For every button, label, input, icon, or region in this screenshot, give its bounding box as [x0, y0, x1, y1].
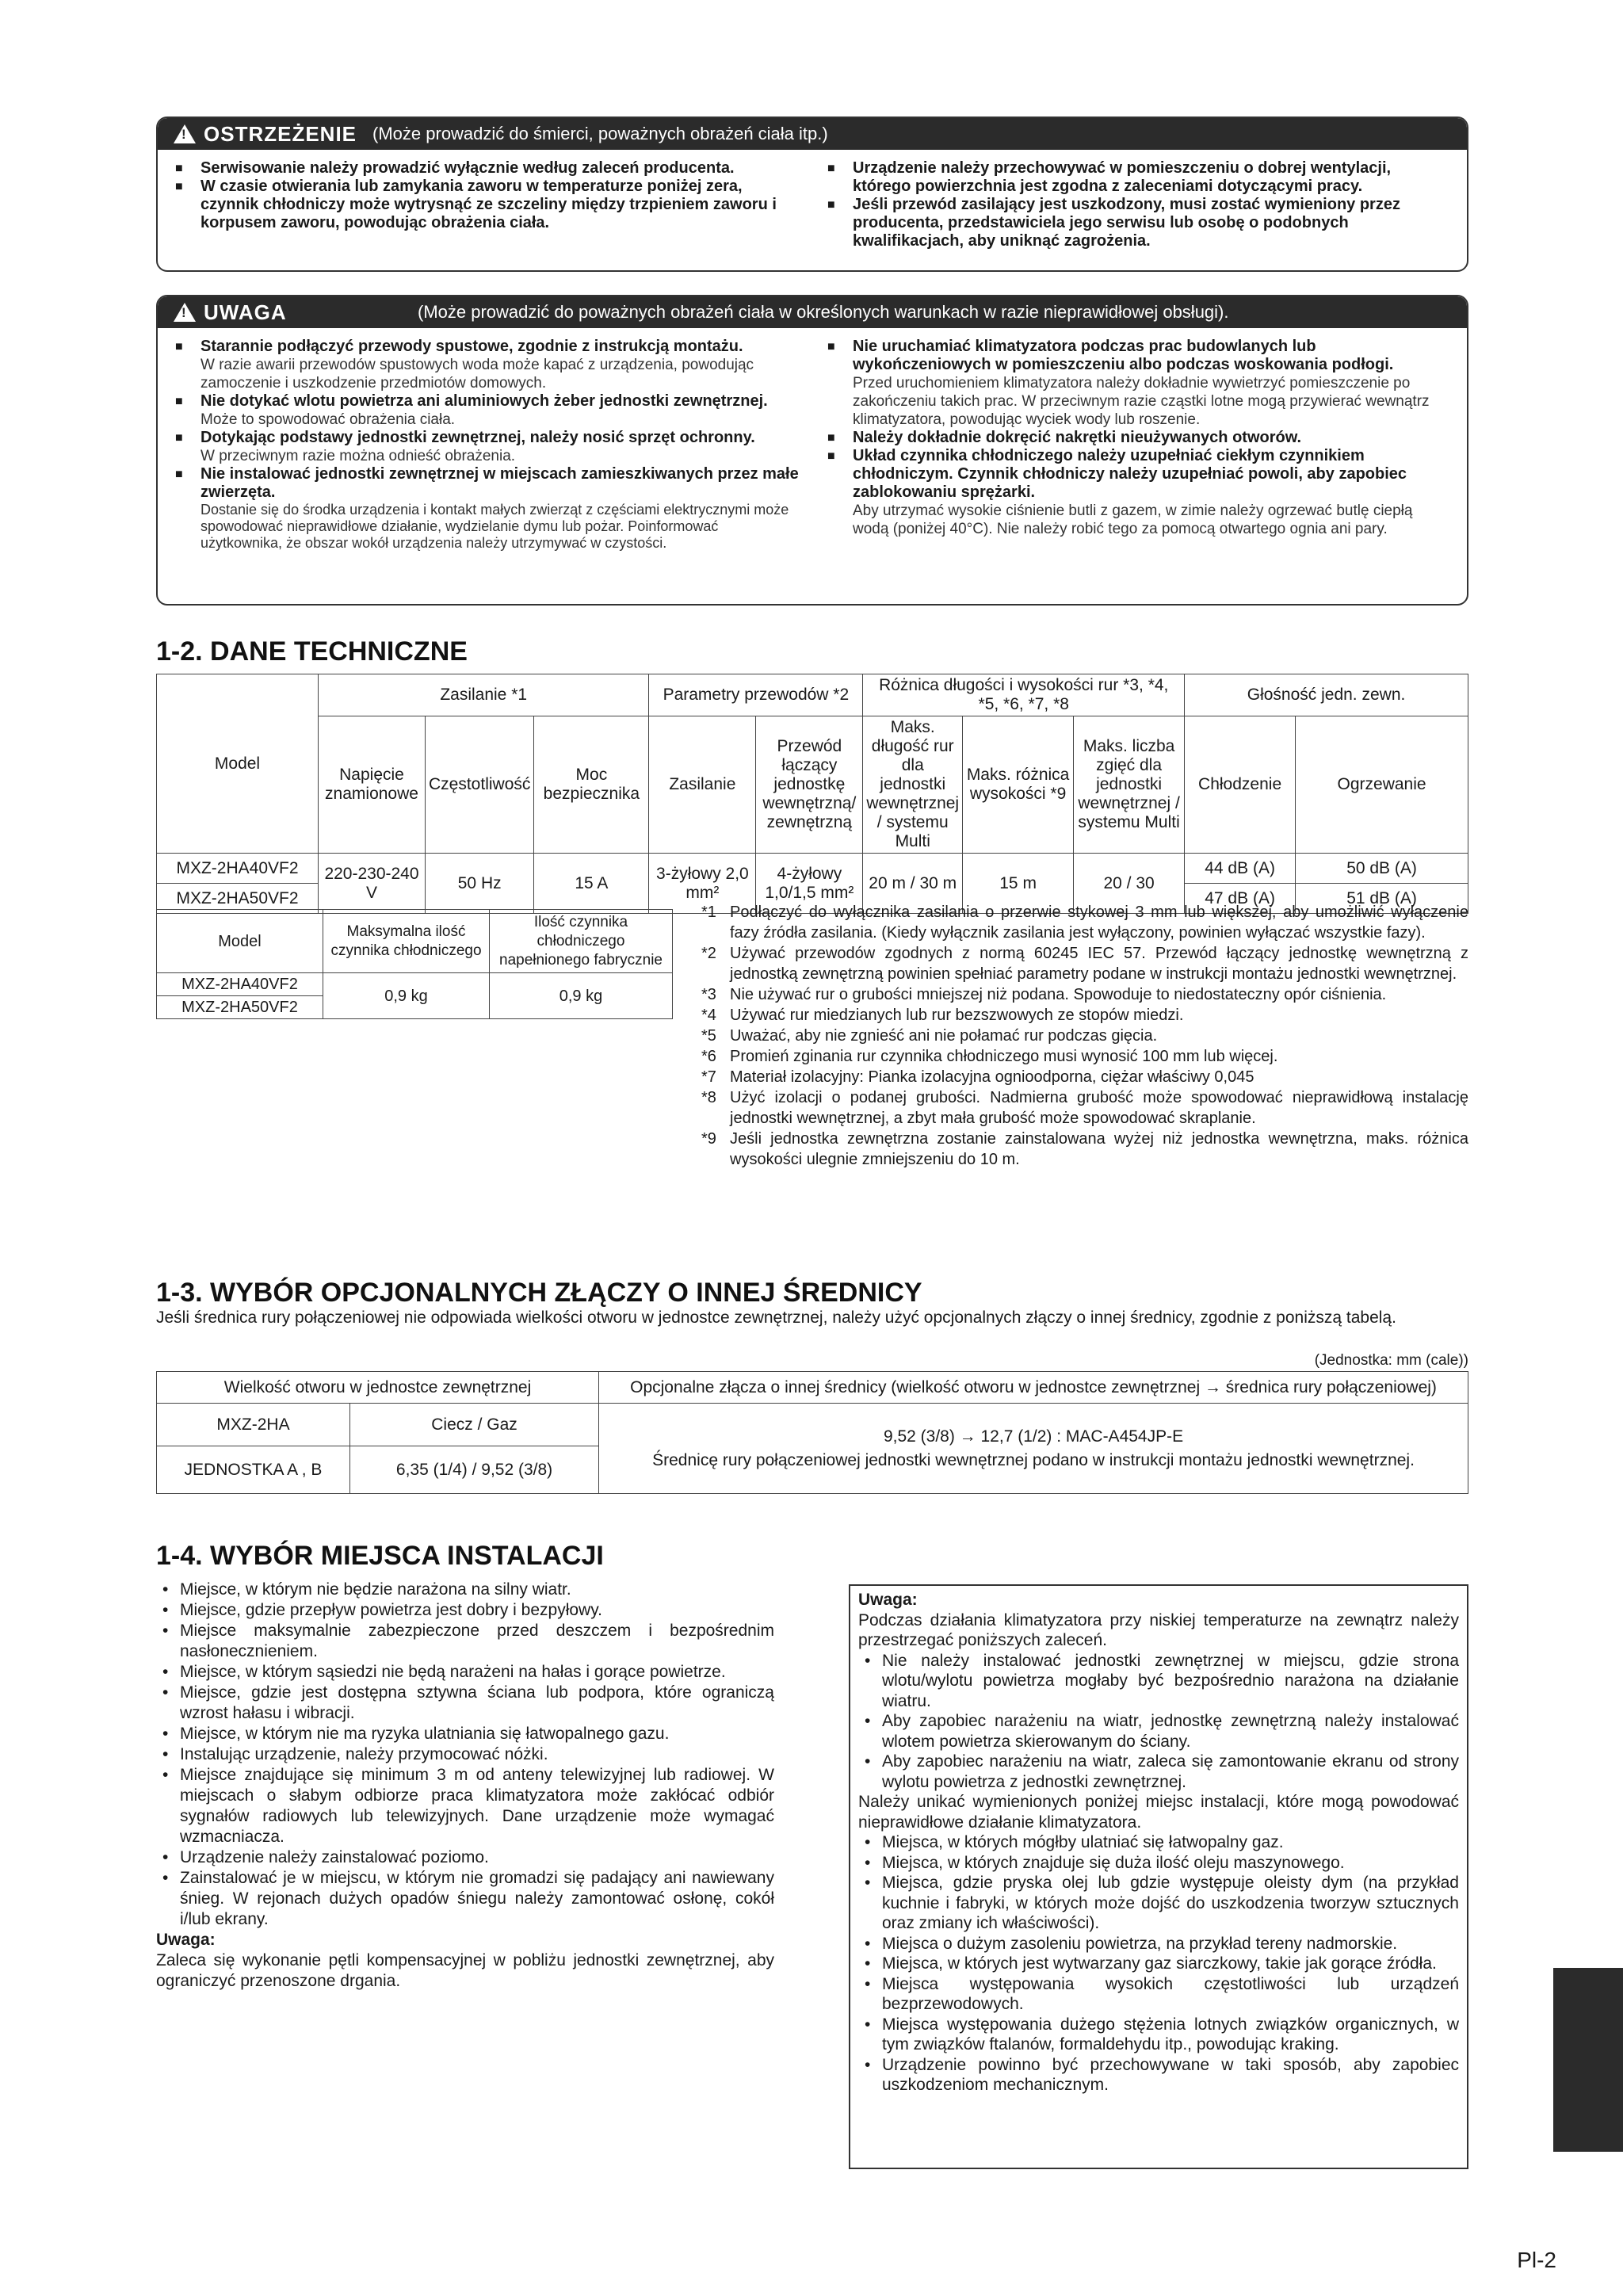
caution-header — [158, 296, 1467, 328]
list-item: • Miejsce, gdzie jest dostępna sztywna ściana lub podpora, które ograniczą wzrost hałasu i wibracji. — [156, 1683, 774, 1724]
list-item: • Miejsce, w którym sąsiedzi nie będą narażeni na hałas i gorące powietrze. — [156, 1662, 774, 1683]
caution-icon — [174, 303, 196, 322]
list-item: • Aby zapobiec narażeniu na wiatr, jednostkę zewnętrzną należy instalować wlotem powietrza skierowanym do ściany. — [858, 1711, 1459, 1752]
caution-item: ■ Dotykając podstawy jednostki zewnętrznej, należy nosić sprzęt ochronny. W przeciwnym razie można odnieść obrażenia. — [172, 429, 800, 465]
footnote: *2 Używać przewodów zgodnych z normą 60245 IEC 57. Przewód łączący jednostkę wewnętrzną z jednostką zewnętrzną powinien spełniać parametry podane w instrukcji montażu jednostki wewnętrznej. — [701, 945, 1468, 983]
caution-box — [156, 295, 1468, 606]
footnotes — [701, 902, 1468, 1170]
footnote: *4 Używać rur miedzianych lub rur bezszwowych ze stopów miedzi. — [701, 1007, 1184, 1024]
sec13-unit: (Jednostka: mm (cale)) — [1314, 1352, 1468, 1369]
th-chlodzenie: Chłodzenie — [1185, 716, 1296, 854]
sec14-left — [156, 1580, 774, 1992]
th-otwor: Wielkość otworu w jednostce zewnętrznej — [157, 1372, 599, 1404]
list-item: • Miejsca, gdzie pryska olej lub gdzie występuje oleisty dym (na przykład kuchnie i fabryki, w których może dojść do uszkodzenia tworzyw sztucznych oraz zmiany ich właściwości). — [858, 1873, 1459, 1934]
list-item: • Zainstalować je w miejscu, w którym nie gromadzi się padający ani nawiewany śnieg. W rejonach dużych opadów śniegu należy zamontować osłonę, cokół i/lub ekrany. — [156, 1868, 774, 1930]
tech-table — [156, 674, 1468, 914]
th-maks-ilosc: Maksymalna ilość czynnika chłodniczego — [323, 910, 490, 973]
warning-icon — [174, 124, 196, 143]
opt-line-1: 9,52 (3/8) → 12,7 (1/2) : MAC-A454JP-E — [883, 1427, 1184, 1446]
th-zasilanie: Zasilanie *1 — [319, 674, 649, 716]
th-model2: Model — [157, 910, 323, 973]
list-item: • Miejsce, gdzie przepływ powietrza jest dobry i bezpyłowy. — [156, 1600, 774, 1621]
list-item: • Nie należy instalować jednostki zewnętrznej w miejscu, gdzie strona wlotu/wylotu powietrza mogłaby być bezpośrednio narażona na działanie wiatru. — [858, 1651, 1459, 1712]
cell-dl: 20 m / 30 m — [863, 854, 963, 914]
uwaga-text: Zaleca się wykonanie pętli kompensacyjnej w pobliżu jednostki zewnętrznej, aby ograniczyć przenoszone drgania. — [156, 1951, 774, 1990]
cell-a: 15 A — [534, 854, 649, 914]
refrigerant-table — [156, 909, 673, 1019]
th-czestotliwosc: Częstotliwość — [426, 716, 534, 854]
list-item: • Miejsca występowania dużego stężenia lotnych związków organicznych, w tym związków ftalanów, formaldehydu itp., powodując kraking. — [858, 2015, 1459, 2055]
cell-mxz: MXZ-2HA — [157, 1404, 350, 1446]
list-item: • Miejsce maksymalnie zabezpieczone przed deszczem i bezpośrednim nasłonecznieniem. — [156, 1621, 774, 1662]
caution-item: ■ Starannie podłączyć przewody spustowe, zgodnie z instrukcją montażu. W razie awarii przewodów spustowych woda może kapać z urządzenia, powodując zamoczenie i uszkodzenie przedmiotów domowych. — [172, 338, 800, 392]
warning-header — [158, 118, 1467, 150]
caution-item: ■ Nie dotykać wlotu powietrza ani aluminiowych żeber jednostki zewnętrznej. Może to spowodować obrażenia ciała. — [172, 392, 800, 429]
list-item: • Miejsca, w których mógłby ulatniać się łatwopalny gaz. — [858, 1832, 1459, 1853]
cell-jednostka: JEDNOSTKA A , B — [157, 1446, 350, 1494]
cell-zg: 20 / 30 — [1074, 854, 1185, 914]
th-przewod: Przewód łączący jednostkę wewnętrzną/ zewnętrzną — [756, 716, 863, 854]
caution-item: ■ Nie instalować jednostki zewnętrznej w miejscach zamieszkiwanych przez małe zwierzęta. Dostanie się do środka urządzenia i kontakt małych zwierząt z częściami elektrycznymi może spowodować nieprawidłowe działanie, wydzielanie dymu lub pożar. Poinformować użytkownika, że obszar wokół urządzenia należy utrzymywać w czystości. — [172, 465, 800, 552]
warning-item: ■ Jeśli przewód zasilający jest uszkodzony, musi zostać wymieniony przez producenta, przedstawiciela jego serwisu lub osobę o podobnych kwalifikacjach, aby uniknąć zagrożenia. — [824, 196, 1453, 250]
footnote: *5 Uważać, aby nie zgnieść ani nie połamać rur podczas gięcia. — [701, 1027, 1158, 1045]
th-maks-liczba: Maks. liczba zgięć dla jednostki wewnętrznej / systemu Multi — [1074, 716, 1185, 854]
cell-rozmiar: 6,35 (1/4) / 9,52 (3/8) — [350, 1446, 599, 1494]
caution-item: ■ Nie uruchamiać klimatyzatora podczas prac budowlanych lub wykończeniowych w pomieszczeniu albo podczas woskowania podłogi. Przed uruchomieniem klimatyzatora należy dokładnie wywietrzyć pomieszczenie po zakończeniu takich prac. W przeciwnym razie cząstki lotne mogą przywierać wewnątrz klimatyzatora, powodując wyciek wody lub roszenie. — [824, 338, 1453, 429]
footnote: *9 Jeśli jednostka zewnętrzna zostanie zainstalowana wyżej niż jednostka wewnętrzna, maks. różnica wysokości ulegnie zmniejszeniu do 10 m. — [701, 1130, 1468, 1168]
cell-maks: 0,9 kg — [323, 973, 490, 1019]
list-item: • Urządzenie należy zainstalować poziomo. — [156, 1847, 774, 1868]
list-item: • Miejsce, w którym nie ma ryzyka ulatniania się łatwopalnego gazu. — [156, 1724, 774, 1744]
th-maks-roznica: Maks. różnica wysokości *9 — [963, 716, 1074, 854]
box-intro: Podczas działania klimatyzatora przy niskiej temperaturze na zewnątrz należy przestrzegać poniższych zaleceń. — [858, 1610, 1459, 1649]
list-item: • Miejsca występowania wysokich częstotliwości lub urządzeń bezprzewodowych. — [858, 1974, 1459, 2015]
footnote: *6 Promień zginania rur czynnika chłodniczego musi wynosić 100 mm lub więcej. — [701, 1048, 1278, 1065]
cell-model: MXZ-2HA40VF2 — [157, 973, 323, 996]
uwaga-label: Uwaga: — [156, 1931, 216, 1949]
opt-line-2: Średnicę rury połączeniowej jednostki wewnętrznej podano w instrukcji montażu jednostki wewnętrznej. — [652, 1450, 1415, 1469]
sec13-intro: Jeśli średnica rury połączeniowej nie odpowiada wielkości otworu w jednostce zewnętrznej, należy użyć opcjonalnych złączy o innej średnicy, zgodnie z poniższą tabelą. — [156, 1308, 1396, 1327]
cell-ogrz: 50 dB (A) — [1296, 854, 1468, 884]
cell-hz: 50 Hz — [426, 854, 534, 914]
box-mid: Należy unikać wymienionych poniżej miejsc instalacji, które mogą powodować nieprawidłowe działanie klimatyzatora. — [858, 1793, 1459, 1832]
caution-item: ■ Należy dokładnie dokręcić nakrętki nieużywanych otworów. — [824, 429, 1453, 447]
list-item: • Miejsca, w których znajduje się duża ilość oleju maszynowego. — [858, 1853, 1459, 1874]
cell-ogrz: 51 dB (A) — [1296, 884, 1468, 914]
th-moc: Moc bezpiecznika — [534, 716, 649, 854]
footnote: *1 Podłączyć do wyłącznika zasilania o przerwie stykowej 3 mm lub większej, aby umożliwić wyłączenie fazy źródła zasilania. (Kiedy wyłącznik zasilania jest wyłączony, powinien wyłączać wszystkie fazy). — [701, 904, 1468, 942]
th-maks-dlugosc: Maks. długość rur dla jednostki wewnętrznej / systemu Multi — [863, 716, 963, 854]
cell-zas: 3-żyłowy 2,0 mm² — [649, 854, 756, 914]
cell-napiecie: 220-230-240 V — [319, 854, 426, 914]
list-item: • Urządzenie powinno być przechowywane w taki sposób, aby zapobiec uszkodzeniom mechanicznym. — [858, 2055, 1459, 2095]
th-ilosc-fabryczna: Ilość czynnika chłodniczego napełnionego fabrycznie — [490, 910, 673, 973]
section-title-1-4: 1-4. WYBÓR MIEJSCA INSTALACJI — [156, 1541, 604, 1571]
cell-model: MXZ-2HA40VF2 — [157, 854, 319, 884]
list-item: • Miejsca, w których jest wytwarzany gaz siarczkowy, takie jak gorące źródła. — [858, 1954, 1459, 1974]
box-label: Uwaga: — [858, 1591, 918, 1609]
cell-chlod: 44 dB (A) — [1185, 854, 1296, 884]
cell-model: MXZ-2HA50VF2 — [157, 996, 323, 1019]
uwaga-box-content — [858, 1590, 1459, 2095]
list-item: • Instalując urządzenie, należy przymocować nóżki. — [156, 1744, 774, 1765]
list-item: • Miejsce, w którym nie będzie narażona na silny wiatr. — [156, 1580, 774, 1600]
caution-subtitle: (Może prowadzić do poważnych obrażeń ciała w określonych warunkach w razie nieprawidłowej obsługi). — [418, 302, 1229, 322]
list-item: • Aby zapobiec narażeniu na wiatr, zaleca się zamontowanie ekranu od strony wylotu powietrza z jednostki zewnętrznej. — [858, 1752, 1459, 1792]
footnote: *3 Nie używać rur o grubości mniejszej niż podana. Spowoduje to niedostateczny opór ciśnienia. — [701, 986, 1387, 1003]
cell-model: MXZ-2HA50VF2 — [157, 884, 319, 914]
footnote: *8 Użyć izolacji o podanej grubości. Nadmierna grubość może spowodować nieprawidłową instalację jednostki wewnętrznej, a zbyt mała grubość może spowodować skraplanie. — [701, 1089, 1468, 1127]
side-tab — [1553, 1968, 1623, 2152]
warning-box — [156, 117, 1468, 272]
th-napiecie: Napięcie znamionowe — [319, 716, 426, 854]
cell-fabr: 0,9 kg — [490, 973, 673, 1019]
section-title-1-3: 1-3. WYBÓR OPCJONALNYCH ZŁĄCZY O INNEJ ŚREDNICY — [156, 1278, 922, 1308]
warning-item: ■ W czasie otwierania lub zamykania zaworu w temperaturze poniżej zera, czynnik chłodniczy może wytrysnąć ze szczeliny między trzpieniem zaworu i korpusem zaworu, powodując obrażenia ciała. — [172, 178, 800, 232]
cell-chlod: 47 dB (A) — [1185, 884, 1296, 914]
warning-item: ■ Serwisowanie należy prowadzić wyłącznie według zaleceń producenta. — [172, 159, 800, 178]
th-zasilanie-przewod: Zasilanie — [649, 716, 756, 854]
list-item: • Miejsce znajdujące się minimum 3 m od anteny telewizyjnej lub radiowej. W miejscach o słabym odbiorze praca klimatyzatora może zakłócać odbiór sygnałów radiowych lub telewizyjnych. Dane urządzenie może wymagać wzmacniacza. — [156, 1765, 774, 1847]
warning-subtitle: (Może prowadzić do śmierci, poważnych obrażeń ciała itp.) — [372, 124, 828, 143]
caution-item: ■ Układ czynnika chłodniczego należy uzupełniać ciekłym czynnikiem chłodniczym. Czynnik chłodniczy należy uzupełniać powoli, aby zapobiec zablokowaniu sprężarki. Aby utrzymać wysokie ciśnienie butli z gazem, w zimie należy ogrzewać butlę ciepłą wodą (poniżej 40°C). Nie należy robić tego za pomocą otwartego ognia ani pary. — [824, 447, 1453, 538]
th-glosnosc: Głośność jedn. zewn. — [1185, 674, 1468, 716]
caution-title: UWAGA — [204, 300, 287, 324]
cell-prz: 4-żyłowy 1,0/1,5 mm² — [756, 854, 863, 914]
connector-table — [156, 1371, 1468, 1494]
cell-roz: 15 m — [963, 854, 1074, 914]
th-roznica: Różnica długości i wysokości rur *3, *4, *5, *6, *7, *8 — [863, 674, 1185, 716]
th-ogrzewanie: Ogrzewanie — [1296, 716, 1468, 854]
warning-title: OSTRZEŻENIE — [204, 121, 357, 146]
footnote: *7 Materiał izolacyjny: Pianka izolacyjna ognioodporna, ciężar właściwy 0,045 — [701, 1068, 1254, 1086]
section-title-1-2: 1-2. DANE TECHNICZNE — [156, 636, 468, 667]
th-opcjonalne: Opcjonalne złącza o innej średnicy (wielkość otworu w jednostce zewnętrznej → średnica rury połączeniowej) — [599, 1372, 1468, 1404]
th-param: Parametry przewodów *2 — [649, 674, 863, 716]
cell-ciecz-gaz: Ciecz / Gaz — [350, 1404, 599, 1446]
page-number: Pl-2 — [1517, 2248, 1556, 2272]
warning-item: ■ Urządzenie należy przechowywać w pomieszczeniu o dobrej wentylacji, którego powierzchnia jest zgodna z zaleceniami dotyczącymi pracy. — [824, 159, 1453, 196]
list-item: • Miejsca o dużym zasoleniu powietrza, na przykład tereny nadmorskie. — [858, 1934, 1459, 1954]
th-model: Model — [157, 674, 319, 854]
